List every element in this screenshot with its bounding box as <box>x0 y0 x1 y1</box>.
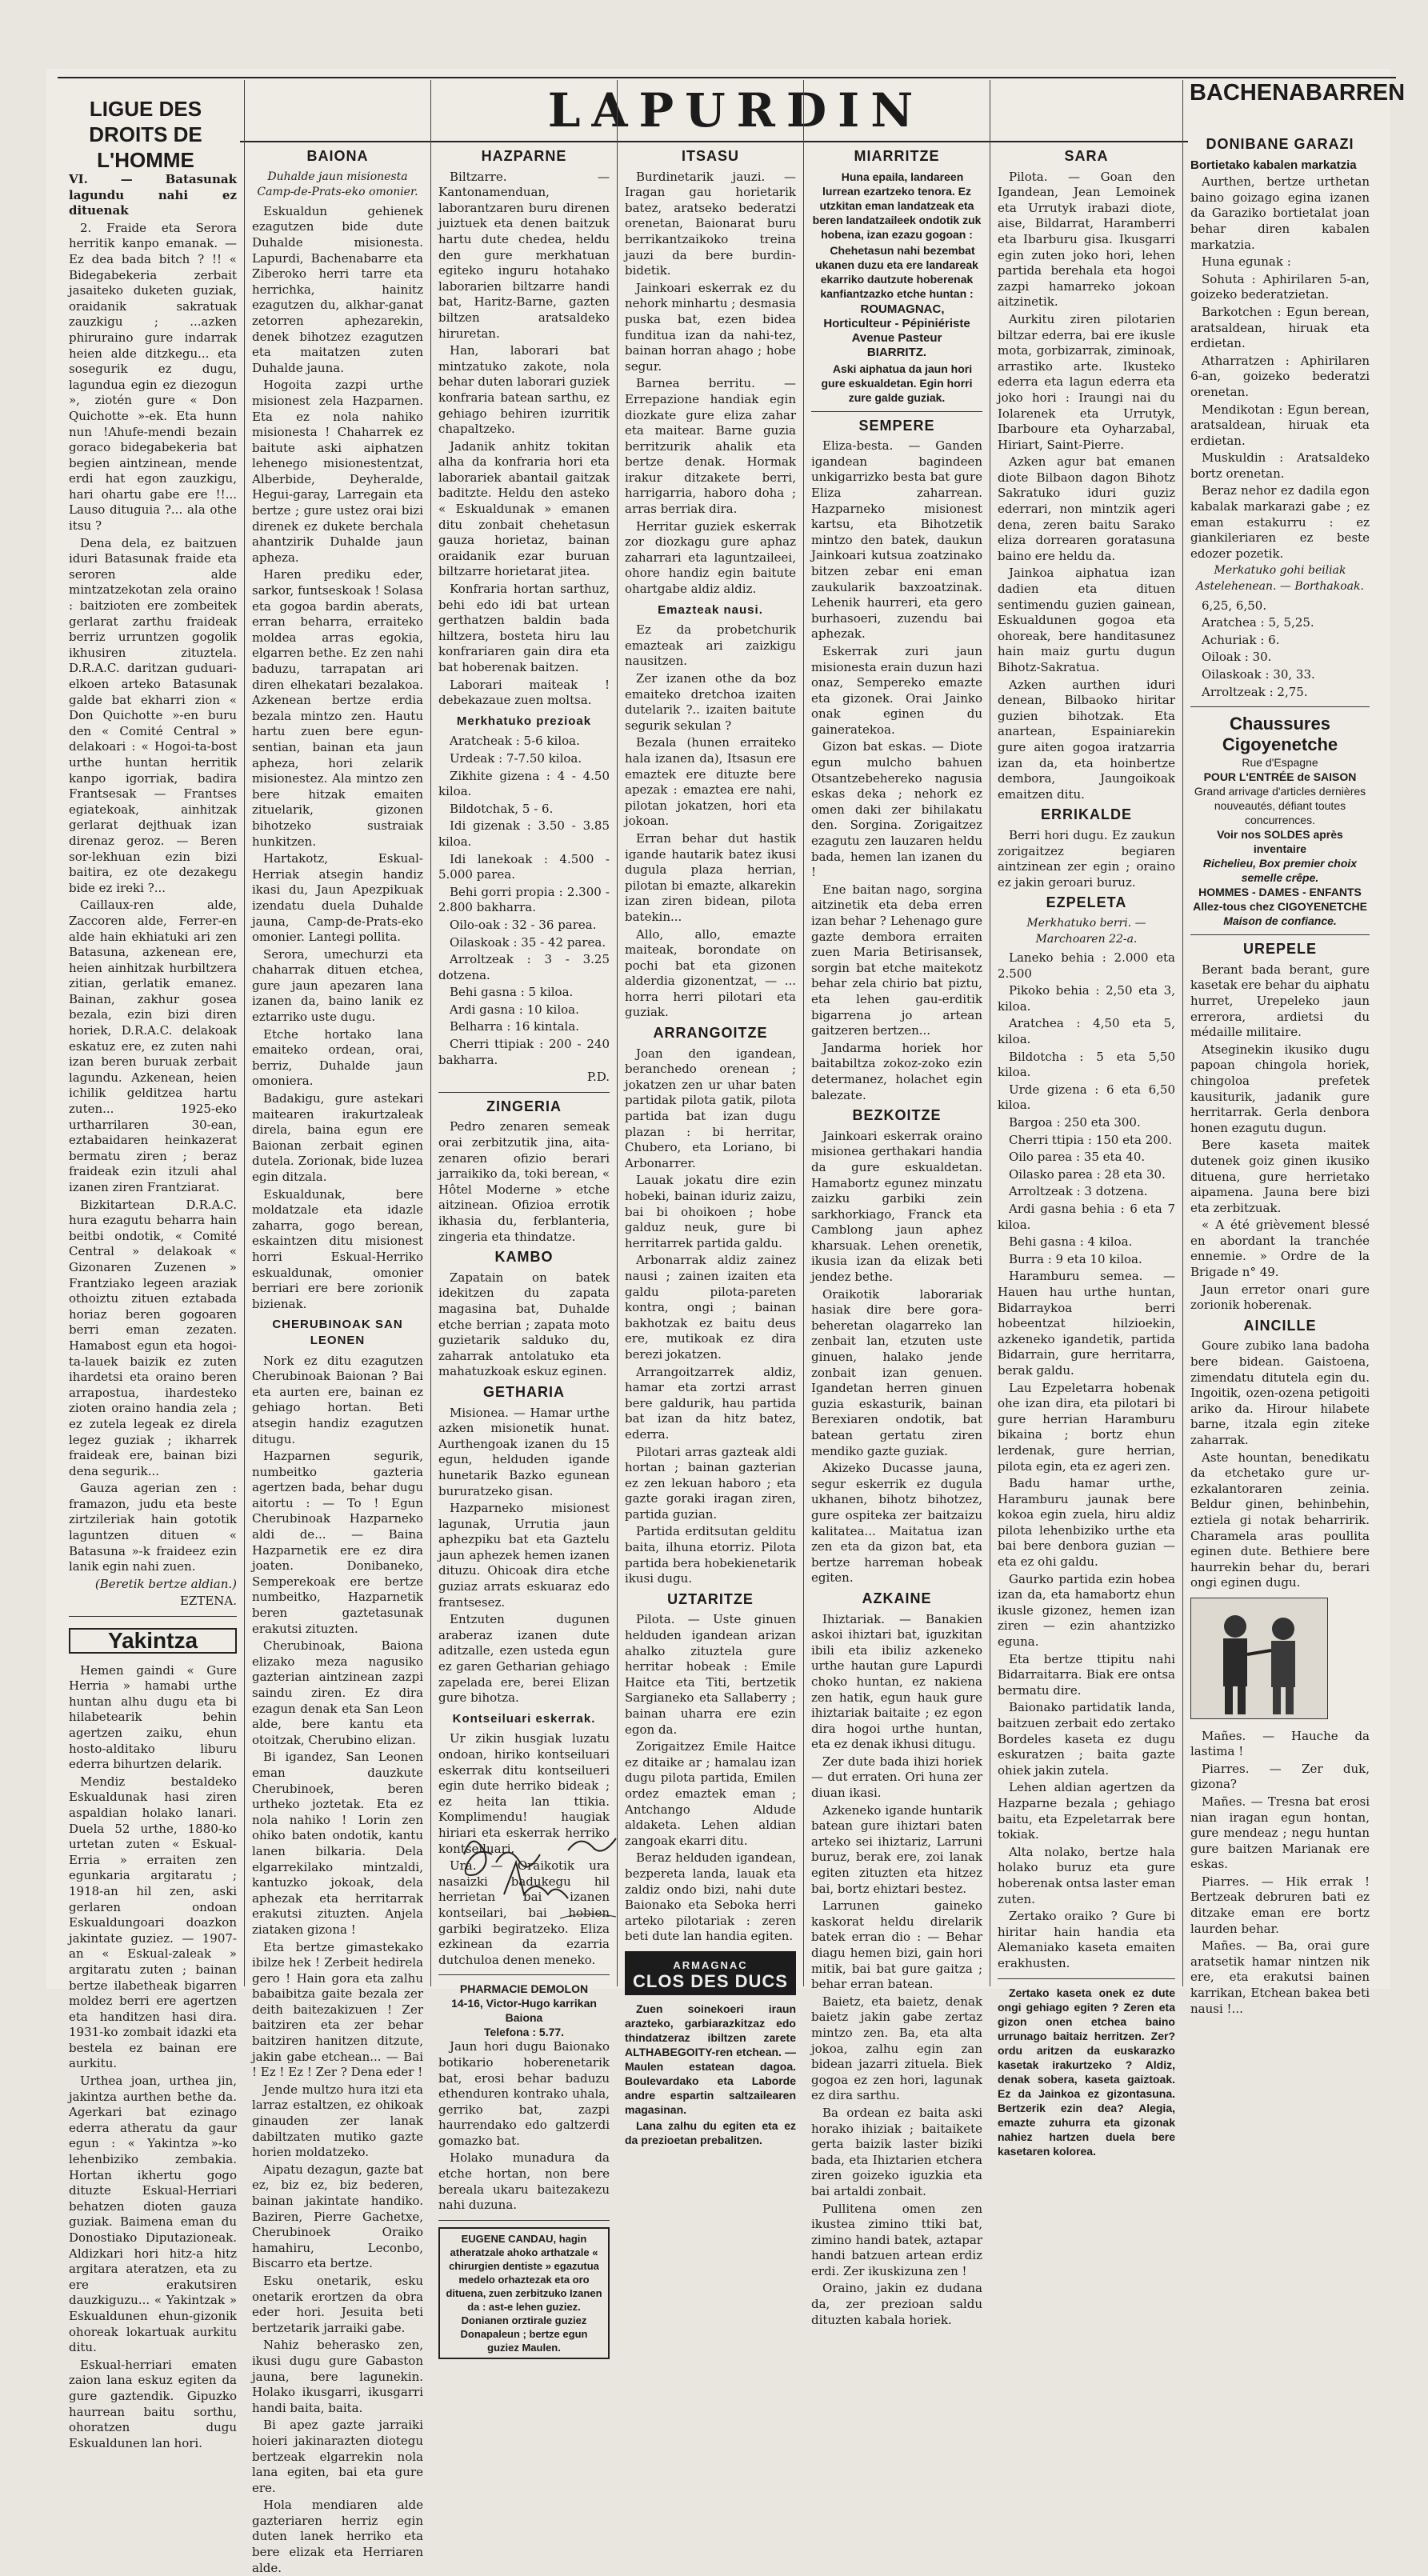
section-heading-miarritze: MIARRITZE <box>854 148 940 164</box>
article-paragraph: Hemen gaindi « Gure Herria » hamabi urthe huntan alhu dugu eta bi hilabetearik behin agertzen zaiku, ehun hosto-alditako liburu ederra bihurtzen delarik. <box>69 1662 237 1772</box>
article-paragraph: Lau Ezpeletarra hobenak ohe izan dira, eta pilotari bi gure herrian Haramburu bikaina ; bortz ehun lerdenak, gure herrian, pilota egin, eta ez ageri zen. <box>998 1380 1175 1474</box>
article-paragraph: Badakigu, gure astekari maitearen irakurtzaleak direla, baina egun ere Baionan zerbait eginen dutela. Zorionak, bide luzea egin ditzala. <box>252 1091 423 1184</box>
candau-ad: EUGENE CANDAU, hagin atheratzale ahoko arthatzale « chirurgien dentiste » egazutua medelo orhaztezak eta oro dituena, zuen zerbitzuko Izanen da : ast-e lehen guziez. Donianen orztirale guziez Donapaleun ; bertze egun guziez Maulen. <box>438 2227 610 2359</box>
roumagnac-ad-text: Aski aiphatua da jaun hori gure eskualdetan. Egin horri zure galde guziak. <box>821 362 973 404</box>
article-paragraph: Arrangoitzarrek aldiz, hamar eta zortzi arrast bere galdurik, hau partida bat izan da hitz batez, ederra. <box>625 1364 796 1442</box>
article-paragraph: Oraikotik laborariak hasiak dire bere gora-beheretan olagarreko lan zenbait lan, etzuten uste ginuen, halako jende zonbait izan genuen. Igandetan herren ginuen guzia eskasturik, bainan Berexiaren ondotik, bat batean gertatu ziren mendiko gazte guziak. <box>811 1286 982 1458</box>
section-heading-kontseilua: Kontseiluari eskerrak. <box>452 1711 596 1726</box>
yakintza-heading: Yakintza <box>69 1628 237 1654</box>
pharmacie-ad: PHARMACIE DEMOLON 14-16, Victor-Hugo karrikan Baiona Telefona : 5.77. <box>451 1982 597 2039</box>
article-paragraph: Jaun erretor onari gure zorionik hoberenak. <box>1190 1282 1370 1313</box>
article-signature: EZTENA. <box>179 1594 237 1609</box>
article-paragraph: Jainkoari eskerrak oraino misionea gerthakari handia da gure eskualdetan. Hamabortz egunez minzatu zaizku garbiki zein sarkhorkiago, Franck eta Camblong jaun aphez kharsuak. Lehen orenetik, ikusia izan da elizak beti jendez bethe. <box>811 1128 982 1285</box>
continued-note: (Beretik bertze aldian.) <box>94 1576 237 1591</box>
roumagnac-ad-text: Chehetasun nahi bezembat ukanen duzu eta ere landareak ekarriko dautzute hoberenak kanfiantzazko etche huntan : <box>815 243 978 300</box>
article-paragraph: Alta nolako, bertze hala holako buruz eta gure hoberenak ontsa laster eman zuten. <box>998 1844 1175 1906</box>
price-line: Bildotcha : 5 eta 5,50 kiloa. <box>998 1049 1175 1080</box>
article-paragraph: Allo, allo, emazte maiteak, borondate on pochi bat eta gizonen alderdia gizonentzat, — ... horra herri pilotari eta guziak. <box>625 926 796 1020</box>
price-line: Oilo parea : 35 eta 40. <box>1009 1150 1146 1165</box>
column-rule <box>1182 80 1183 1986</box>
price-line: Idi gizenak : 3.50 - 3.85 kiloa. <box>438 818 610 849</box>
divider <box>811 411 982 412</box>
price-line: Idi lanekoak : 4.500 - 5.000 parea. <box>438 851 610 882</box>
price-line: Laneko behia : 2.000 eta 2.500 <box>998 950 1175 981</box>
article-paragraph: Dena dela, ez baitzuen iduri Batasunak fraide eta seroren alde mintzatzekotan zela oraino : baitzioten ere zombeitek gerlarat zarthu fraideak berriz urruntzen gogolik ikhusiren zituztela. D.R.A.C. daritzan guduari-elkoen arteko Batasunak galde bat ekharri zion « Don Quichotte »-en buru den « Comité Central » delakoari : « Hogoi-ta-bost urthe huntan herritik kanpo igorriak, badira Frantsesak — Frantses egiatekoak, ainhitzak gerlarat dejthuak izan direnaz geroz. — Beren sor-lekhuan ezin bizi baitira, ez ote dezakegu bide ez ireki ?... <box>69 535 237 895</box>
article-paragraph: Bi apez gazte jarraiki hoieri jakinarazten diotegu bertzeak elgarrekin nola lana egiten, bai eta gure ere. <box>252 2418 423 2495</box>
article-paragraph: Pilotari arras gazteak aldi hortan ; bainan gazterian ez zen lekuan haboro ; eta gazte goraki iragan ziren, partida guzian. <box>625 1444 796 1522</box>
column-2 <box>252 144 423 2575</box>
article-paragraph: Hartakotz, Eskual-Herriak atsegin handiz ikasi du, Jaun Apezpikuak izendatu duela Duhalde jauna, Camp-de-Prats-eko omonier. Lantegi pollita. <box>252 851 423 945</box>
article-paragraph: Burdinetarik jauzi. — Iragan gau horietarik batez, aratseko bederatzi orenetan, Baionarat buru berrikantzaikoko treina jauzi da bere burdin-bidetik. <box>625 169 796 278</box>
article-paragraph: Konfraria hortan sarthuz, behi edo idi bat urtean gerthatzen baldin bada hiltzera, bosteta hiru lau konfrariaren gain dira eta bat hoberenak baitzen. <box>438 582 610 674</box>
article-paragraph: Serora, umechurzi eta chaharrak dituen etchea, gure jaun apezaren lana izanen da, baino lanik ez eztarriko uste dugu. <box>252 946 423 1025</box>
article-paragraph: Bi igandez, San Leonen eman dauzkute Cherubinoek, beren urtheko joztetak. Eta ez nola nahiko ! Lorin zen ohiko baten ondotik, kantu lanen bilkaria. Dela elgarrekilako mintzaldi, kantuzko jokoak, dela aphezak eta herritarrak erakutsi zituzten. Anjela ziataken gizona ! <box>252 1750 423 1937</box>
article-paragraph: Goure zubiko lana badoha bere bidean. Gaistoena, zimendatu ditutela egin du. Ingoitik, ozen-ozena petigoiti ariko da. Hirour hilabete barne, itzala egin ziteke zaharrak. <box>1190 1338 1370 1447</box>
article-paragraph: Jainkoari eskerrak ez du nehork minhartu ; desmasia puska bat, ezen bidea funditua izan da nahi-tez, bainan horran ahago ; hobe segur. <box>625 280 796 374</box>
article-paragraph: Eta bertze ttipitu nahi Bidarraitarra. Biak ere ontsa bermatu dire. <box>998 1651 1175 1698</box>
price-line: Ardi gasna behia : 6 eta 7 kiloa. <box>998 1202 1175 1232</box>
althabegoity-ad-tagline: Lana zalhu du egiten eta ez da prezioetan prebalitzen. <box>625 2119 796 2147</box>
price-line: Oilaskoak : 30, 33. <box>1202 667 1315 682</box>
column-5 <box>811 144 982 2327</box>
price-line: Zikhite gizena : 4 - 4.50 kiloa. <box>438 768 610 799</box>
price-line: Burra : 9 eta 10 kiloa. <box>1009 1251 1142 1266</box>
article-paragraph: Jainkoa aiphatua izan dadien eta dituen sentimendu guzien gainean, Eskualdunen gogoa eta ohoreak, bere handitasunez hain maiz gurtu dugun Bihotz-Sakratua. <box>998 566 1175 674</box>
column-3 <box>438 144 610 2354</box>
price-line: Urdeak : 7-7.50 kiloa. <box>450 750 582 766</box>
article-heading: Bortietako kabalen markatzia <box>1190 158 1357 172</box>
article-paragraph: Partida erditsutan gelditu baita, ilhuna etorriz. Pilota partida bera hobekienetarik ikusi dugu. <box>625 1524 796 1586</box>
section-heading-itsasu: ITSASU <box>681 148 739 164</box>
dialogue-line: Piarres. — Zer duk, gizona? <box>1190 1761 1370 1792</box>
price-line: Bildotchak, 5 - 6. <box>450 801 554 816</box>
article-paragraph: Pullitena omen zen ikustea zimino ttiki bat, zimino handi batek, aztapar handi batzuen artean erdiz erdi. Zer ikuskizuna zen ! <box>811 2201 982 2278</box>
section-heading-bezkoitze: BEZKOITZE <box>852 1107 942 1124</box>
price-line: Oilaskoak : 35 - 42 parea. <box>450 934 606 950</box>
price-line: Arroltzeak : 2,75. <box>1202 684 1308 699</box>
article-paragraph: Misionea. — Hamar urthe azken misionetik hunat. Aurthengoak izanen du 15 egun, helduden igande hunetarik Bazko egunean bururatzeko gisan. <box>438 1405 610 1498</box>
price-list <box>998 950 1175 1267</box>
price-line: Oilasko parea : 28 eta 30. <box>1009 1166 1166 1182</box>
article-paragraph: Esku onetarik, esku onetarik erortzen da obra eder hori. Jesuita beti bertzetarik jarraiki gabe. <box>252 2273 423 2335</box>
cigoyenetche-ad-arrivals: Grand arrivage d'articles dernières nouveautés, défiant toutes concurrences. <box>1194 785 1366 827</box>
divider <box>1190 706 1370 707</box>
article-paragraph: Haren prediku eder, sarkor, funtseskoak ! Solasa eta gogoa bardin aberats, erran beharra, erraiteko moldea arras egokia, elgarren bethe. Ez zen nahi baduzu, tarrapatan ari diren elhekatari bezalakoa. Azkenean bertze erdia bezala mintzo zen. Hautu hartu zuen bere egun-sentian, bainan eta jaun apheza, hori zelarik misionestez. Ala mintzo zen bere hitzak emaiten zituelarik, gizonen bihotzeko sustraiak hunkitzen. <box>252 567 423 849</box>
article-paragraph: Han, laborari bat mintzatuko zakote, nola behar duten laborari guziek konfraria batean sarthu, ez gehiago behiren izurritik chapaltzeko. <box>438 343 610 437</box>
article-paragraph: Bezala (hunen erraiteko hala izanen da), Itsasun ere emaztek ere dituzte bere apezak : emaztea ere nahi, pilotan jokatzen, hori eta jokoan. <box>625 735 796 829</box>
article-paragraph: Atseginekin ikusiko dugu papoan chingola horiek, chingoloa prefetek kausiturik, jadanik gure herritarrak. Gerla denbora honen ezagutu dugun. <box>1190 1042 1370 1135</box>
article-paragraph: Berri hori dugu. Ez zaukun zorigaitzez begiaren aintzinean zer egin ; oraino ez jakin geroari buruz. <box>998 827 1175 890</box>
article-paragraph: Lauak jokatu dire ezin hobeki, bainan iduriz zaizu, bai bi ohoikoen ; hobe galduz neuk, gure bi herritarrek partida galdu. <box>625 1173 796 1250</box>
article-paragraph: Jende multzo hura itzi eta larraz estaltzen, ez ohikoak ginauden zer lanak dabiltzaten mutiko gazte horien moldatzeko. <box>252 2082 423 2160</box>
column-rule <box>803 80 804 1986</box>
cigoyenetche-ad-slogan: Maison de confiance. <box>1223 914 1337 928</box>
left-header-title: LIGUE DES DROITS DE L'HOMME <box>89 97 202 172</box>
section-heading-errikalde: ERRIKALDE <box>1040 806 1132 823</box>
article-paragraph: Jaun hori dugu Baionako botikario hoberenetarik bat, erosi behar baduzu ethenduren kontrako uhala, gerriko bat, zazpi haurrendako edo galtzerdi gomazko bat. <box>438 2039 610 2148</box>
section-heading-aincille: AINCILLE <box>1243 1317 1317 1334</box>
article-paragraph: Pedro zenaren semeak orai zerbitzutik jina, aita-zenaren ofizio berari jarraikiko da, toki berean, « Hôtel Moderne » etche aitzinean. Ofizioa errotik ikhasia du, ferblanteria, zingeria eta thindatze. <box>438 1119 610 1244</box>
section-heading-ezpeleta: EZPELETA <box>1046 894 1127 911</box>
article-paragraph: Ez da probetchurik emazteak ari zaizkigu nausitzen. <box>625 622 796 669</box>
article-paragraph: Ene baitan nago, sorgina aitzinetik eta deba erren izan behar ? Lehenago gure gazte dembora erraiten zuen Maria Betirisansek, sorgin bat etche maitekotz behar zela chirio bat piztu, eta lehen gau-erditik bigarrena jo artean gaitzeren bertzen... <box>811 882 982 1038</box>
article-paragraph: Biltzarre. — Kantonamenduan, laborantzaren buru direnen juiztuek eta denen baitzuk hartu dute chedea, heldu den gure merkhatuan egiteko inguru hotahako laborarien biltzarre handi bat, Haritz-Barne, gazten biltzen aratsaldeko hiruretan. <box>438 169 610 341</box>
divider <box>998 1978 1175 1979</box>
cigoyenetche-ad-season: POUR L'ENTRÉE de SAISON <box>1203 770 1357 784</box>
article-paragraph: Beraz nehor ez dadila egon kabalak markarazi gabe ; ez eman estakurru : ez giankileriaren ez beste edozer pozetik. <box>1190 483 1370 561</box>
price-line: Behi gasna : 5 kiloa. <box>450 985 574 1000</box>
price-line: Bargoa : 250 eta 300. <box>1009 1115 1141 1130</box>
section-heading-sara: SARA <box>1064 148 1109 164</box>
price-line: Belharra : 16 kintala. <box>450 1019 580 1034</box>
cigoyenetche-ad-street: Rue d'Espagne <box>1242 756 1318 770</box>
article-paragraph: Bizkitartean D.R.A.C. hura ezagutu beharra hain beitbi ondotik, « Comité Central » delakoak « Gizonaren Zuzenen » Frantziako legeen araziak othoiztu zituen eztabada horiaz beren gogoaren berri eman zezaten. Hamabost egun eta hogoi-ta-lauek baizik ez zuten ihardetsi eta oraino beren arrapostua, ihardesteko zioten oraino handia zela ; ez zutela legeak ez direla legez guziak ; ikharrek fraideak ere, bainan bizi dena segurik... <box>69 1197 237 1478</box>
article-paragraph: Larrunen gaineko kaskorat heldu direlarik batek erran dio : — Behar diagu hemen bizi, gain hori mitik, bai bat gure gaitza ; behar erran batean. <box>811 1898 982 1992</box>
article-paragraph: Arbonarrak aldiz zainez nausi ; zainen izaiten eta galdu pilota-pareten kontra, ongi ; bainan bakhotzak ez baitu deus ere, mutikoak ez dira berezi jokatzen. <box>625 1253 796 1362</box>
article-paragraph: Beraz helduden igandean, bezpereta landa, lauak eta zaldiz ondo bizi, nahi dute Baionako eta Seboka herri arteko pilotariak : zeren beti dute lan handia egiten. <box>625 1850 796 1944</box>
top-rule <box>58 77 1396 78</box>
column-6 <box>998 144 1175 2158</box>
article-paragraph: Zer dute bada ihizi horiek — dut erraten. Ori huna zer diuan ikasi. <box>811 1754 982 1801</box>
article-paragraph: Aste hountan, benedikatu da etchetako gure ur-ezkalantoraren zeinia. Beldur ginen, behinbehin, eztiela gi notak beharririk. Charamela aras poullita eginen dute. Bethiere bere haurrekin behar du, berari ongi eginen dugu. <box>1190 1450 1370 1590</box>
article-paragraph: Lehen aldian agertzen da Hazparne bezala ; gehiago baitu, eta Ezpeletarrak bere tokiak. <box>998 1780 1175 1842</box>
article-paragraph: Hazparneko misionest lagunak, Urrutia jaun aphezpiku bat eta Gaztelu jaun aphezek hemen izanen dituzu. Ohicoak dira etche guziaz arrats eskuaraz edo frantsesez. <box>438 1501 610 1610</box>
section-heading-baiona: BAIONA <box>306 148 369 164</box>
article-paragraph: Etche hortako lana emaiteko ordean, orai, berriz, Duhalde jaun omoniera. <box>252 1026 423 1089</box>
article-paragraph: Berant bada berant, gure kasetak ere behar du aiphatu hurret, Urepeleko jaun errerora, ardietsi du médaille militaire. <box>1190 962 1370 1040</box>
divider <box>438 2220 610 2221</box>
article-signature: P.D. <box>586 1070 610 1085</box>
roumagnac-ad-text: Huna epaila, landareen lurrean ezartzeko tenora. Ez utzkitan eman landatzeak eta beren landatzaileek ondotik zuk hobena, izan ezazu gogoan : <box>812 170 982 241</box>
price-line: Aratcheak : 5-6 kiloa. <box>450 734 580 749</box>
article-paragraph: Pilota. — Uste ginuen helduden igandean arizan ahalko zituztela gure herritar hobeak : Emile Haitce eta Titi, bertzetik Sargianeko eta Sallaberry ; bainan uharra ere ezin egon da. <box>625 1612 796 1737</box>
column-rule <box>430 80 431 1986</box>
section-heading-arrangoitze: ARRANGOITZE <box>653 1025 768 1042</box>
article-paragraph: Nahiz beherasko zen, ikusi dugu gure Gabaston jauna, bere lagunekin. Holako ikusgarri, ikusgarri handi baita, baita. <box>252 2338 423 2415</box>
article-paragraph: Azken agur bat emanen diote Bilbaon dagon Bihotz Sakratuko iduri guziz ederrari, non mintzik ageri dena, zeren baitu Sarako eliza dorrearen goratasuna baino ere heldu da. <box>998 454 1175 563</box>
article-paragraph: Aurthen, bertze urthetan baino goizago egina izanen da Garaziko bortietalat joan behar diren kabalen markatzia. <box>1190 174 1370 252</box>
article-paragraph: Hazparnen segurik, numbeitko gazteria agertzen bada, behar dugu aitortu : — To ! Egun Cherubinoak Hazparneko aldi de... — Baina Hazparnetik ere ez dira joaten. Donibaneko, Semperekoak ere bertze numbeitko, Hazparnetik beren gaztetasunak erakutsi zituzten. <box>252 1449 423 1636</box>
section-heading: VI. — Batasunak lagundu nahi ez dituenak <box>69 172 237 218</box>
handwritten-signature <box>448 1806 632 1926</box>
armagnac-ad-line: ARMAGNAC <box>673 1958 748 1971</box>
article-paragraph: Eskual-herriari ematen zaion lana eskuz egiten da gure gaztendik. Gipuzko haurrean baitu sorthu, ohoratzen dugu Eskualdunen lan hori. <box>69 2357 237 2450</box>
column-7 <box>1190 132 1370 2016</box>
price-list <box>1190 598 1370 701</box>
article-paragraph: Laborari maiteak ! debekazaue zuen moltsa. <box>438 677 610 708</box>
article-paragraph: Barkotchen : Egun berean, aratsaldean, hiruak eta erdietan. <box>1190 304 1370 351</box>
right-header-title: BACHENABARREN <box>1190 80 1406 106</box>
divider <box>69 1616 237 1617</box>
dialogue-line: Mañes. — Hauche da lastima ! <box>1190 1728 1370 1759</box>
article-paragraph: Bere kaseta maitek dutenek goiz ginen ikusiko dituena, gure herrietako aipamena. Jauna bere bizi eta zerbitzuak. <box>1190 1138 1370 1215</box>
article-paragraph: Eskerrak zuri jaun misionesta erain duzun hazi onaz, Sempereko emazte eta gizonek. Orai Jainko onak eginen du gaineratekoa. <box>811 643 982 737</box>
article-paragraph: Eskualdunak, bere moldatzale eta idazle zaharra, gogo berean, eskaintzen ditu misionest horri Eskual-Herriko eskualdunak, omonier berriari ere bere zorionik bizienak. <box>252 1186 423 1311</box>
article-paragraph: Eskualdun gehienek ezagutzen bide dute Duhalde misionesta. Lapurdi, Bachenabarre eta Ziberoko herri tarre eta herrichka, hainitz ezagutzen du, alkhar-ganat zetorren aphezarekin, denek bihotzez ezagutzen eta maitatzen zuten Duhalde jauna. <box>252 203 423 375</box>
article-paragraph: Badu hamar urthe, Haramburu jaunak bere kokoa egin zuela, hiru aldiz pilota lehenbiziko urthe eta bai bere denbora guzian — eta ez ohi galdu. <box>998 1476 1175 1570</box>
article-subtitle: Duhalde jaun misionesta Camp-de-Prats-eko omonier. <box>257 170 418 199</box>
article-paragraph: Eta bertze gimastekako ibilze hek ! Zerbeit hedirela gero ! Hain gora eta zalhu babaibitza gaite bezala zer deith baitezakizuen ! Zer baitziren eta zer behar baitziren hanitzen ditzute, jakin gabe etchean... — Bai ! Ez ! Ez ! Zer ? Dena eder ! <box>252 1939 423 2080</box>
article-paragraph: Cherubinoak, Baiona elizako meza nagusiko gazterian aintzinean zazpi saindu ziren. Ez dira ezagun denak eta San Leon alde, bere kantu eta otoitzak, Cherubino elizan. <box>252 1638 423 1747</box>
article-paragraph: Muskuldin : Aratsaldeko bortz orenetan. <box>1190 450 1370 481</box>
men-conversation-illustration <box>1190 1598 1328 1719</box>
article-paragraph: Ba ordean ez baita aski horako ihiziak ; baitaikete gerta baizik laster biziki bada, eta Ihiztarien etchera ziren goizeko iguzkia eta bai artaldi zonbait. <box>811 2105 982 2198</box>
article-paragraph: Eliza-besta. — Ganden igandean bagindeen unkigarrizko besta bat gure Eliza zaharrean. Hazparneko misionest kartsu, eta Bihotzetik mintzo den batek, daukun Jainkoari kutsua zoatzinako bitzen zebar eni eman zaukularik baxzoatzinak. Lehenik haurreri, eta gero burhasoeri, zuzendu bai aphezak. <box>811 438 982 642</box>
article-paragraph: Herritar guziek eskerrak zor diozkagu gure aphaz zaharrari eta laguntzaileei, ohore handiz egin baitute ohartgabe aldiz aldiz. <box>625 518 796 597</box>
section-heading-hazparne: HAZPARNE <box>481 148 567 164</box>
article-paragraph: Urthea joan, urthea jin, jakintza aurthen bethe da. Agerkari bat ezinago ederra atheratu da gaur egun : « Yakintza »-ko lehenbiziko zembakia. Hortan ikhertu gogo dituzte Eskual-Herriari behatzen dioten gauza guziak. Baimena eman du Donostiako Diputazioneak. Aldizkari hori hitz-a hitz argitara ateratzen, eta zu ere erakutsiren dauzkiguzu... « Yakintzak » Eskualdunen ehun-gizonik ohoreak lokartuak aurkitu ditu. <box>69 2074 237 2355</box>
article-paragraph: Baionako partidatik landa, baitzuen zerbait edo zertako Bordeles kaseta ez dugu eskuratzen ; baita gazte ohiek jakin zutela. <box>998 1700 1175 1778</box>
article-paragraph: Mendikotan : Egun berean, aratsaldean, hiruak eta erdietan. <box>1190 402 1370 448</box>
kaseta-notice: Zertako kaseta onek ez dute ongi gehiago egiten ? Zeren eta gizon onen etchea baino urrunago baitaiz herritzen. Zer? ordu aritzen da euskarazko kasetak irakurtzeko ? Aldiz, denak sobera, kaseta gaiztoak. Ez da Jainkoa ez gizontasuna. Bertzerik ezin dea? Alegia, emazte zuhurra eta gizonak nahiez hartzen duela bere kasetaren kolorea. <box>998 1986 1175 2158</box>
price-line: Urde gizena : 6 eta 6,50 kiloa. <box>998 1082 1175 1113</box>
price-line: Cherri ttipiak : 200 - 240 bakharra. <box>438 1037 610 1067</box>
article-paragraph: Hola mendiaren alde gazteriaren herriz egin duten lanek herriko eta bere elizak eta Herriaren alde. <box>252 2498 423 2575</box>
section-heading-kambo: KAMBO <box>494 1249 554 1266</box>
article-paragraph: Aurkitu ziren pilotarien biltzar ederra, bai ere ikusle mota, gorbizarrak, ziminoak, arrastiko arte. Ikusteko ederra eta lagun ederra eta joko hori : Iraungi nai du Iolarenek eta Urrutyk, Ibarboure eta Oyharzabal, Hiriart, Saint-Pierre. <box>998 311 1175 452</box>
section-heading-donibane: DONIBANE GARAZI <box>1206 136 1354 152</box>
article-paragraph: Sohuta : Aphirilaren 5-an, goizeko bederatzietan. <box>1190 271 1370 302</box>
article-paragraph: Zorigaitzez Emile Haitce ez ditaike ar ; hamalau izan dugu pilota partida, Emilen ordez emaztek eman ; Antchango Aldude aldaketa. Lehen aldian zangoak ekarri ditu. <box>625 1739 796 1848</box>
price-line: Arroltzeak : 3 dotzena. <box>1009 1184 1148 1199</box>
market-subtitle: Merkatuko gohi beiliak Astelehenean. — Borthakoak. <box>1196 564 1364 594</box>
article-paragraph: Pilota. — Goan den Igandean, Jean Lemoinek eta Urrutyk irabazi diote, aise, Bildarrat, Haramberri eta Ibarburu gisa. Ikusgarri egin zuten joko hori, lehen partida berehala eta hogoi zazpi hamarreko jokoan aitzinetik. <box>998 169 1175 310</box>
article-paragraph: Jandarma horiek hor baitabiltza zokoz-zoko ezin determanez, holachet egin balezate. <box>811 1040 982 1102</box>
section-heading-emazteak: Emazteak nausi. <box>658 602 763 617</box>
column-rule <box>244 80 245 1986</box>
article-paragraph: Ihiztariak. — Banakien askoi ihiztari bat, iguzkitan ibili eta ibiliz azkeneko urthe hautan gure Lapurdi choko huntan, ez nakiena zen hatik, egun hauk gure ihiztariak baitaite ; ez egon dira hogoi urthe huntan, eta ez denak ikhusi ditugu. <box>811 1611 982 1752</box>
price-line: Pikoko behia : 2,50 eta 3, kiloa. <box>998 983 1175 1014</box>
masthead-underline <box>240 141 1188 142</box>
price-line: Oiloak : 30. <box>1202 650 1272 665</box>
price-line: Oilo-oak : 32 - 36 parea. <box>450 917 597 932</box>
market-subtitle: Merkhatuko berri. — Marchoaren 22-a. <box>1026 916 1146 946</box>
article-paragraph: Erran behar dut hastik igande hautarik batez ikusi dugula plaza herrian, pilotan bi emazte, alkarekin izan ziren bidean, pilota batekin... <box>625 830 796 924</box>
section-heading-uztaritze: UZTARITZE <box>667 1590 754 1607</box>
article-paragraph: Nork ez ditu ezagutzen Cherubinoak Baionan ? Bai eta aurten ere, bainan ez gehiago hortan. Beti atsegin handiz ezagutzen ditugu. <box>252 1353 423 1446</box>
section-heading-zingeria: ZINGERIA <box>486 1098 562 1114</box>
section-heading-getharia: GETHARIA <box>483 1383 565 1400</box>
article-paragraph: Baietz, eta baietz, denak baietz jakin gabe zertaz mintzo zen. Ba, eta alta jokoa, zalhu egin zan bidean jazarri zituela. Biek gogoa ez zen hori, lagunak ez dira sarthu. <box>811 1994 982 2103</box>
cigoyenetche-ad-audience: HOMMES - DAMES - ENFANTS <box>1198 886 1362 899</box>
column-rule <box>617 80 618 1986</box>
article-paragraph: Mendiz bestaldeko Eskualdunak hasi ziren aspaldian holako lanari. Duela 52 urthe, 1880-ko urtetan zuten « Eskual-Erria » erraiten zen egunkaria argitaratu ; 1918-an hil zen, aski gerlaren ondoan Eskualdungoari doazkon jakintate guziez. — 1907-an « Eskual-zaleak » argitaratu zuten ; bainan bertze ilabetheak bigarren moldez berri ere agertzen eta handitzen hasi dira. 1931-ko zombait idazki eta bestela ez bainan ere aurkitu. <box>69 1774 237 2071</box>
price-line: Arroltzeak : 3 - 3.25 dotzena. <box>438 952 610 982</box>
article-paragraph: Atharratzen : Aphirilaren 6-an, goizeko bederatzi orenetan. <box>1190 353 1370 399</box>
article-paragraph: Haramburu semea. — Hauen hau urthe huntan, Bidarraykoa berri hobeentzat hilzioekin, azkeneko igandetik, partida Bidarrain, gure herritarra, berak galdu. <box>998 1269 1175 1378</box>
article-paragraph: Ur zikin husgiak luzatu ondoan, hiriko kontseiluari eskerrak ditu kontseilueri egin dute herriko bideak ; ez heita lan ttikia. Komplimendu! haugiak hiriari eta eskerrak herriko kontseiluari. <box>438 1731 610 1856</box>
section-heading-urepele: UREPELE <box>1242 941 1318 958</box>
price-line: Aratchea : 5, 5,25. <box>1202 615 1314 630</box>
article-paragraph: 2. Fraide eta Serora herritik kanpo emanak. — Ez dea bada bitch ? !! « Bidegabekeria zerbait jasaiteko duketen guziak, oraidanik sakratuak zauzkigu ; ...azken phiruraino gure indarrak heien alde ditzkegu... eta sosegurik ez dugu, lagundua egin ez diezogun », ziotén gure « Don Quichotte »-ek. Eta hunn nun !Ahufe-mendi bezain goraco bidegabekeria bat begien aintzinean, mende erdi hat egon zauzkigu, hari ohartu gabe ere !!... Lauso dituguia ?... ala othe itsu ? <box>69 220 237 534</box>
cigoyenetche-ad-callout: Allez-tous chez CIGOYENETCHE <box>1193 900 1367 914</box>
article-paragraph: Caillaux-ren alde, Zaccoren alde, Ferrer-en alde hain ekhiatuki ari zen Batasuna, azkenean ere, heien ainhitzak hurbiltzera zitian, gerlatik emanez. Bainan, zakhur gosea bezala, ezin bizi diren horiek, D.R.A.C. delakoak eskatuz ere, ez zuten nahi izan beren buruak zerbait lagundu. Azkenean, heien ichilik gelditzea hartu zuten... 1925-eko urtharrilaren 30-ean, eztabaidaren heinkazerat bermatu ziren ; beraz fraideak ezin itzuli ahal izanen ziren Frantziarat. <box>69 898 237 1194</box>
article-paragraph: Zertako oraiko ? Gure bi hiritar hain handia eta Alemaniako kaseta emaiten erakhusten. <box>998 1909 1175 1970</box>
article-paragraph: Aipatu dezagun, gazte bat ez, biz ez, biz bederen, bainan jakintate handiko. Baziren, Pierre Gachetxe, Cherubinoek Oraiko hamahiru, Leconbo, Biscarro eta bertze. <box>252 2162 423 2271</box>
article-paragraph: Zapatain on batek idekitzen du zapata magasina bat, Duhalde etche berrian ; zapata moto guzietarik salduko du, zaharrak antolatuko eta mahatuzkoak eskuz eginen. <box>438 1270 610 1379</box>
article-paragraph: Azkeneko igande huntarik batean gure ihiztari baten arteko sei ihiztariz, Larruni buruz, berak ere, zoi lanak egiten zituzten eta hitzez bai, bortz ehiztari bestez. <box>811 1802 982 1896</box>
dialogue-line: Mañes. — Tresna bat erosi nian iragan egun hontan, gure mendeaz ; negu huntan gure baitzen Marianak ere eskas. <box>1190 1794 1370 1872</box>
column-1 <box>69 172 237 2450</box>
article-paragraph: Akizeko Ducasse jauna, segur eskerrik ez dugula ukhanen, bihotz bihotzez, gure ospiteka zer baitzaizu kalitatea... Maitatua izan zen eta da gizon bat, eta bertze harreman hobeak egiten. <box>811 1461 982 1586</box>
section-heading-sempere: SEMPERE <box>858 417 935 434</box>
article-paragraph: Ura. — Oraikotik ura nasaizki badukegu hil herrietan bai izanen kontseilari, bai hobien garbiki begiratzeko. Eliza ezkinean da ezarria dutchuloa denen meneko. <box>438 1858 610 1967</box>
dialogue-line: Mañes. — Ba, orai gure aratsetik hamar nintzen nik ere, eta erakutsi bainen karrikan, Etchean bakea beti nausi !... <box>1190 1938 1370 2016</box>
cigoyenetche-ad-models: Richelieu, Box premier choix semelle crêpe. <box>1202 857 1358 885</box>
column-4 <box>625 144 796 2147</box>
althabegoity-ad: Zuen soinekoeri iraun arazteko, garbiarazkitzaz edo thindatzeraz ibiltzen zarete ALTHABEGOITY-ren etchean. — Maulen estatean dagoa. Boulevardako eta Laborde andre espartin saltzailearen magasinan. <box>625 2002 796 2117</box>
article-paragraph: Azken aurthen iduri denean, Bilbaoko hiritar guzien bihotzak. Eta anartean, Espainiarekin gure aiten gogoa iratzarria izan da, eta hoinbertze dembora, Jaungoikoak emaitzen ditu. <box>998 677 1175 802</box>
article-paragraph: Entzuten dugunen araberaz izanen dute aditzalle, ezen usteda egun ez garen Getharian gehiago zapelada ere, berei Elizan gure bihotza. <box>438 1612 610 1706</box>
cigoyenetche-ad-soldes: Voir nos SOLDES après inventaire <box>1217 828 1343 856</box>
article-paragraph: Gizon bat eskas. — Diote egun mulcho bahuen Otsantzebehereko nagusia eskas deka ; nehork ez omen daki zer bihilakatu den. Sorgina. Zorigaitzez ezagutu zen lauzaren heldu bada, hemen lan izanen du ! <box>811 739 982 880</box>
price-line: Aratchea : 4,50 eta 5, kiloa. <box>998 1016 1175 1047</box>
price-line: Cherri ttipia : 150 eta 200. <box>1009 1132 1173 1147</box>
price-line: Behi gasna : 4 kiloa. <box>1009 1234 1133 1250</box>
article-paragraph: Barnea berritu. — Errepazione handiak egin diozkate gure eliza zahar eta maitear. Barne guzia berritzurik ahalik eta bertze denak. Hormak irakur ditzakete berri, harrigarria, haboro doha ; arras berriak dira. <box>625 376 796 517</box>
section-heading-cherubinoak: CHERUBINOAK SAN LEONEN <box>272 1318 403 1347</box>
armagnac-ad <box>625 1951 796 1995</box>
armagnac-ad-brand: CLOS DES DUCS <box>633 1970 788 1991</box>
divider <box>438 1092 610 1093</box>
price-line: Achuriak : 6. <box>1202 632 1280 647</box>
section-heading-azkaine: AZKAINE <box>862 1590 932 1606</box>
article-paragraph: Oraino, jakin ez dudana da, zer prezioan saldu dituzten kabala horiek. <box>811 2281 982 2327</box>
divider <box>1190 934 1370 935</box>
price-list <box>438 734 610 1068</box>
article-paragraph: Joan den igandean, beranchedo orenean ; jokatzen zen ur uhar baten partidak pilota gatik, pilota partida bat izan dugu plazan : bi herritar, Chubero, eta Loriano, bi Arbonarrer. <box>625 1046 796 1170</box>
cigoyenetche-ad-title: Chaussures Cigoyenetche <box>1222 714 1338 755</box>
article-paragraph: Zer izanen othe da boz emaiteko dretchoa izaiten dutelarik ?.. izaiten baitute segurik sekulan ? <box>625 671 796 733</box>
article-paragraph: Huna egunak : <box>1202 254 1291 270</box>
divider <box>438 1974 610 1975</box>
price-line: Behi gorri propia : 2.300 - 2.800 bakharra. <box>438 884 610 915</box>
masthead-title: LAPURDIN <box>547 83 925 138</box>
article-paragraph: Holako munadura da etche hortan, non bere bereala ukaru baitezakezu nahi duzuna. <box>438 2150 610 2213</box>
roumagnac-ad-address: ROUMAGNAC, Horticulteur - Pépiniériste Avenue Pasteur BIARRITZ. <box>823 302 970 359</box>
section-heading-prices: Merkhatuko prezioak <box>456 714 592 728</box>
price-line: 6,25, 6,50. <box>1202 598 1267 613</box>
dialogue-line: Piarres. — Hik errak ! Bertzeak debruren bati ez ditzake eman ere bortz laurden behar. <box>1190 1874 1370 1936</box>
article-paragraph: Hogoita zazpi urthe misionest zela Hazparnen. Eta ez nola nahiko misionesta ! Chaharrek ez baitute aski aiphatzen lehenego misionestentzat, Alberbide, Deyheralde, Hegui-garay, Larregain eta bertze ; gure ustez orai bizi direnek ez dukete berchala ahantzirik Duhalde jaun apheza. <box>252 378 423 565</box>
article-paragraph: Gauza agerian zen : framazon, judu eta beste zirtzileriak hain gototik laguntzen dituen « Batasuna »-k fraideez ezin lanik egin nahi zuen. <box>69 1481 237 1574</box>
article-paragraph: « A été grièvement blessé en abordant la tranchée ennemie. » Ordre de la Brigade n° 49. <box>1190 1218 1370 1280</box>
article-paragraph: Gaurko partida ezin hobea izan da, eta hamabortz ehun ikusle gizonez, hemen izan ziren — ezin ahantzizko eguna. <box>998 1571 1175 1650</box>
article-paragraph: Jadanik anhitz tokitan alha da konfraria hori eta laborariek abantail gaitzak baditzte. Heldu den asteko « Eskualdunak » emanen ditu zonbait chehetasun gauza horietaz, bainan oraidanik ezar buruan biltzarre horietarat jitea. <box>438 438 610 579</box>
price-line: Ardi gasna : 10 kiloa. <box>450 1002 579 1017</box>
